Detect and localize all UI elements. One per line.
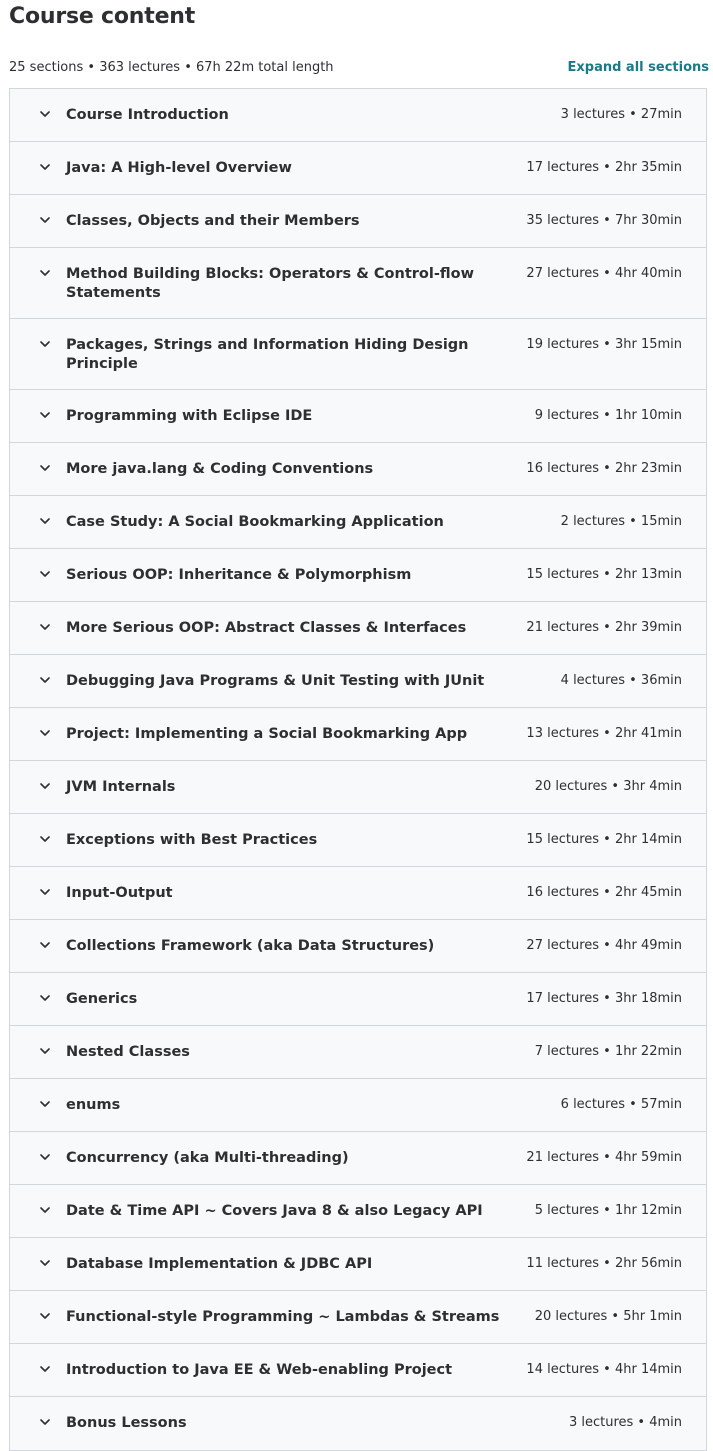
chevron-down-icon xyxy=(40,516,49,525)
section-meta: 20 lectures • 3hr 4min xyxy=(534,779,682,794)
section-row-7[interactable] xyxy=(10,443,706,496)
section-row-20[interactable] xyxy=(10,1132,706,1185)
section-row-10[interactable] xyxy=(10,602,706,655)
section-title: Input-Output xyxy=(66,885,173,901)
chevron-down-icon xyxy=(40,1364,49,1373)
section-meta: 5 lectures • 1hr 12min xyxy=(534,1203,682,1218)
section-meta: 13 lectures • 2hr 41min xyxy=(526,726,682,741)
chevron-down-icon xyxy=(40,622,49,631)
chevron-down-icon xyxy=(40,1417,49,1426)
section-title: enums xyxy=(66,1097,121,1113)
chevron-down-icon xyxy=(40,675,49,684)
section-title: Database Implementation & JDBC API xyxy=(66,1256,373,1272)
section-title: Method Building Blocks: Operators & Control-flow Statements xyxy=(66,266,474,301)
section-title: Programming with Eclipse IDE xyxy=(66,408,313,424)
expand-all-sections-button[interactable]: Expand all sections xyxy=(567,60,709,75)
section-meta: 17 lectures • 3hr 18min xyxy=(526,991,682,1006)
section-row-18[interactable] xyxy=(10,1026,706,1079)
section-row-15[interactable] xyxy=(10,867,706,920)
section-title: Bonus Lessons xyxy=(66,1415,187,1431)
section-row-3[interactable] xyxy=(10,195,706,248)
section-title: Debugging Java Programs & Unit Testing with JUnit xyxy=(66,673,485,689)
section-title: Generics xyxy=(66,991,138,1007)
section-row-1[interactable] xyxy=(10,89,706,142)
section-title: JVM Internals xyxy=(66,779,176,795)
chevron-down-icon xyxy=(40,1311,49,1320)
section-row-8[interactable] xyxy=(10,496,706,549)
section-title: Course Introduction xyxy=(66,107,229,123)
section-meta: 21 lectures • 4hr 59min xyxy=(526,1150,682,1165)
section-title: Exceptions with Best Practices xyxy=(66,832,318,848)
chevron-down-icon xyxy=(40,215,49,224)
section-title: Serious OOP: Inheritance & Polymorphism xyxy=(66,567,412,583)
section-title: More Serious OOP: Abstract Classes & Interfaces xyxy=(66,620,467,636)
section-row-23[interactable] xyxy=(10,1291,706,1344)
chevron-down-icon xyxy=(40,728,49,737)
section-title: Date & Time API ~ Covers Java 8 & also Legacy API xyxy=(66,1203,483,1219)
chevron-down-icon xyxy=(40,834,49,843)
section-list xyxy=(9,88,707,1451)
section-meta: 27 lectures • 4hr 49min xyxy=(526,938,682,953)
chevron-down-icon xyxy=(40,268,49,277)
chevron-down-icon xyxy=(40,109,49,118)
chevron-down-icon xyxy=(40,940,49,949)
section-title: Concurrency (aka Multi-threading) xyxy=(66,1150,349,1166)
section-row-6[interactable] xyxy=(10,390,706,443)
section-row-16[interactable] xyxy=(10,920,706,973)
section-meta: 15 lectures • 2hr 14min xyxy=(526,832,682,847)
section-row-9[interactable] xyxy=(10,549,706,602)
section-title: Introduction to Java EE & Web-enabling Project xyxy=(66,1362,453,1378)
section-meta: 27 lectures • 4hr 40min xyxy=(526,266,682,281)
chevron-down-icon xyxy=(40,1099,49,1108)
section-row-2[interactable] xyxy=(10,142,706,195)
chevron-down-icon xyxy=(40,1258,49,1267)
chevron-down-icon xyxy=(40,339,49,348)
section-title: Java: A High-level Overview xyxy=(66,160,292,176)
section-title: Classes, Objects and their Members xyxy=(66,213,360,229)
section-row-12[interactable] xyxy=(10,708,706,761)
section-row-25[interactable] xyxy=(10,1397,706,1450)
section-meta: 16 lectures • 2hr 45min xyxy=(526,885,682,900)
section-meta: 3 lectures • 4min xyxy=(568,1415,682,1430)
chevron-down-icon xyxy=(40,410,49,419)
section-meta: 7 lectures • 1hr 22min xyxy=(534,1044,682,1059)
section-meta: 3 lectures • 27min xyxy=(560,107,682,122)
chevron-down-icon xyxy=(40,1152,49,1161)
section-row-24[interactable] xyxy=(10,1344,706,1397)
chevron-down-icon xyxy=(40,463,49,472)
course-summary: 25 sections • 363 lectures • 67h 22m total length xyxy=(9,60,334,75)
chevron-down-icon xyxy=(40,781,49,790)
section-meta: 14 lectures • 4hr 14min xyxy=(526,1362,682,1377)
section-title: Nested Classes xyxy=(66,1044,190,1060)
section-meta: 16 lectures • 2hr 23min xyxy=(526,461,682,476)
section-row-5[interactable] xyxy=(10,319,706,390)
chevron-down-icon xyxy=(40,1046,49,1055)
section-title: Case Study: A Social Bookmarking Application xyxy=(66,514,444,530)
chevron-down-icon xyxy=(40,993,49,1002)
section-meta: 6 lectures • 57min xyxy=(560,1097,682,1112)
section-meta: 11 lectures • 2hr 56min xyxy=(526,1256,682,1271)
section-meta: 19 lectures • 3hr 15min xyxy=(526,337,682,352)
section-row-14[interactable] xyxy=(10,814,706,867)
section-meta: 2 lectures • 15min xyxy=(560,514,682,529)
section-row-13[interactable] xyxy=(10,761,706,814)
section-title: Functional-style Programming ~ Lambdas & Streams xyxy=(66,1309,500,1325)
section-meta: 9 lectures • 1hr 10min xyxy=(534,408,682,423)
section-title: More java.lang & Coding Conventions xyxy=(66,461,374,477)
section-meta: 4 lectures • 36min xyxy=(560,673,682,688)
section-meta: 21 lectures • 2hr 39min xyxy=(526,620,682,635)
page-title: Course content xyxy=(9,4,196,29)
chevron-down-icon xyxy=(40,569,49,578)
chevron-down-icon xyxy=(40,887,49,896)
section-row-22[interactable] xyxy=(10,1238,706,1291)
section-title: Packages, Strings and Information Hiding Design Principle xyxy=(66,337,469,372)
chevron-down-icon xyxy=(40,1205,49,1214)
section-meta: 20 lectures • 5hr 1min xyxy=(534,1309,682,1324)
section-meta: 17 lectures • 2hr 35min xyxy=(526,160,682,175)
section-row-11[interactable] xyxy=(10,655,706,708)
section-row-17[interactable] xyxy=(10,973,706,1026)
section-meta: 35 lectures • 7hr 30min xyxy=(526,213,682,228)
section-meta: 15 lectures • 2hr 13min xyxy=(526,567,682,582)
chevron-down-icon xyxy=(40,162,49,171)
section-row-4[interactable] xyxy=(10,248,706,319)
section-title: Collections Framework (aka Data Structures) xyxy=(66,938,435,954)
section-row-19[interactable] xyxy=(10,1079,706,1132)
section-title: Project: Implementing a Social Bookmarking App xyxy=(66,726,468,742)
section-row-21[interactable] xyxy=(10,1185,706,1238)
